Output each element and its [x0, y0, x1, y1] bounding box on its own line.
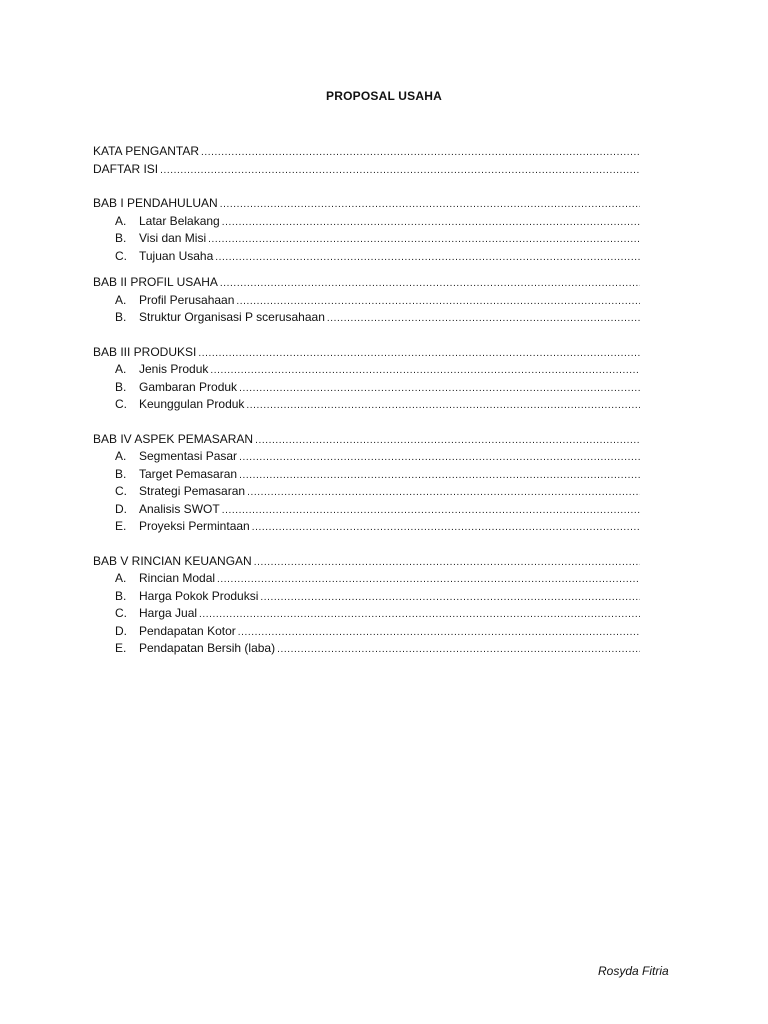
subentry-label: Analisis SWOT	[139, 501, 220, 516]
toc-subentry	[93, 361, 640, 379]
subentry-letter: D.	[115, 623, 127, 638]
subentry-label: Visi dan Misi	[139, 231, 207, 245]
subentry-label: Tujuan Usaha	[139, 248, 214, 263]
toc-chapter-1	[93, 195, 640, 213]
subentry-label: Proyeksi Permintaan	[139, 519, 250, 533]
toc-subentry	[93, 483, 640, 501]
chapter-label: BAB III PRODUKSI	[93, 344, 197, 359]
subentry-letter: E.	[115, 641, 127, 655]
subentry-letter: A.	[115, 449, 127, 463]
dot-leader	[236, 292, 640, 310]
dot-leader	[201, 143, 640, 161]
dot-leader	[215, 248, 640, 266]
subentry-label: Segmentasi Pasar	[139, 449, 238, 463]
toc-subentry	[93, 518, 640, 536]
dot-leader	[277, 640, 640, 658]
subentry-label: Jenis Produk	[139, 362, 209, 376]
dot-leader	[208, 230, 640, 248]
dot-leader	[252, 518, 640, 536]
subentry-label: Profil Perusahaan	[139, 292, 235, 307]
subentry-label: Keunggulan Produk	[139, 397, 245, 411]
subentry-letter: C.	[115, 484, 127, 498]
toc-subentry	[93, 640, 640, 658]
toc-subentry	[93, 448, 640, 466]
subentry-letter: B.	[115, 466, 127, 481]
toc-subentry	[93, 213, 640, 231]
dot-leader	[238, 623, 640, 641]
dot-leader	[239, 466, 640, 484]
toc-subentry	[93, 466, 640, 484]
subentry-letter: C.	[115, 397, 127, 411]
toc-subentry	[93, 309, 640, 327]
subentry-letter: B.	[115, 588, 127, 603]
document-title: PROPOSAL USAHA	[326, 89, 442, 103]
toc-entry-daftar-isi	[93, 161, 640, 179]
dot-leader	[246, 396, 640, 414]
subentry-letter: D.	[115, 501, 127, 516]
dot-leader	[260, 588, 640, 606]
subentry-letter: C.	[115, 606, 127, 620]
toc-chapter-3	[93, 344, 640, 362]
subentry-letter: B.	[115, 310, 127, 324]
dot-leader	[220, 195, 640, 213]
subentry-letter: A.	[115, 292, 127, 307]
subentry-letter: B.	[115, 379, 127, 394]
chapter-label: BAB I PENDAHULUAN	[93, 196, 218, 210]
subentry-label: Target Pemasaran	[139, 466, 238, 481]
toc-subentry	[93, 501, 640, 519]
dot-leader	[239, 448, 640, 466]
subentry-label: Struktur Organisasi P scerusahaan	[139, 310, 325, 324]
toc-subentry	[93, 623, 640, 641]
toc-subentry	[93, 570, 640, 588]
toc-subentry	[93, 379, 640, 397]
chapter-label: BAB IV ASPEK PEMASARAN	[93, 431, 254, 446]
dot-leader	[199, 605, 640, 623]
subentry-letter: C.	[115, 248, 127, 263]
author-signature: Rosyda Fitria	[598, 964, 669, 978]
dot-leader	[222, 213, 640, 231]
toc-subentry	[93, 605, 640, 623]
dot-leader	[217, 570, 640, 588]
dot-leader	[160, 161, 640, 179]
dot-leader	[247, 483, 640, 501]
subentry-label: Gambaran Produk	[139, 379, 238, 394]
subentry-label: Pendapatan Bersih (laba)	[139, 641, 276, 655]
dot-leader	[327, 309, 640, 327]
subentry-label: Harga Pokok Produksi	[139, 588, 259, 603]
subentry-label: Latar Belakang	[139, 213, 220, 228]
subentry-label: Strategi Pemasaran	[139, 484, 246, 498]
dot-leader	[220, 274, 640, 292]
subentry-letter: E.	[115, 519, 127, 533]
toc-subentry	[93, 396, 640, 414]
subentry-letter: B.	[115, 231, 127, 245]
subentry-letter: A.	[115, 362, 127, 376]
toc-subentry	[93, 230, 640, 248]
chapter-label: BAB II PROFIL USAHA	[93, 275, 218, 289]
dot-leader	[239, 379, 640, 397]
subentry-label: Pendapatan Kotor	[139, 623, 236, 638]
toc-entry-label: KATA PENGANTAR	[93, 144, 200, 158]
table-of-contents	[93, 143, 640, 658]
dot-leader	[210, 361, 640, 379]
dot-leader	[254, 553, 640, 571]
toc-chapter-4	[93, 431, 640, 449]
subentry-label: Rincian Modal	[139, 571, 216, 585]
dot-leader	[198, 344, 640, 362]
subentry-letter: A.	[115, 571, 127, 585]
toc-chapter-2	[93, 274, 640, 292]
toc-subentry	[93, 292, 640, 310]
toc-chapter-5	[93, 553, 640, 571]
chapter-label: BAB V RINCIAN KEUANGAN	[93, 553, 252, 568]
subentry-label: Harga Jual	[139, 606, 198, 620]
subentry-letter: A.	[115, 213, 127, 228]
dot-leader	[255, 431, 640, 449]
toc-subentry	[93, 248, 640, 266]
toc-entry-kata-pengantar	[93, 143, 640, 161]
dot-leader	[222, 501, 640, 519]
toc-subentry	[93, 588, 640, 606]
toc-entry-label: DAFTAR ISI	[93, 161, 159, 176]
